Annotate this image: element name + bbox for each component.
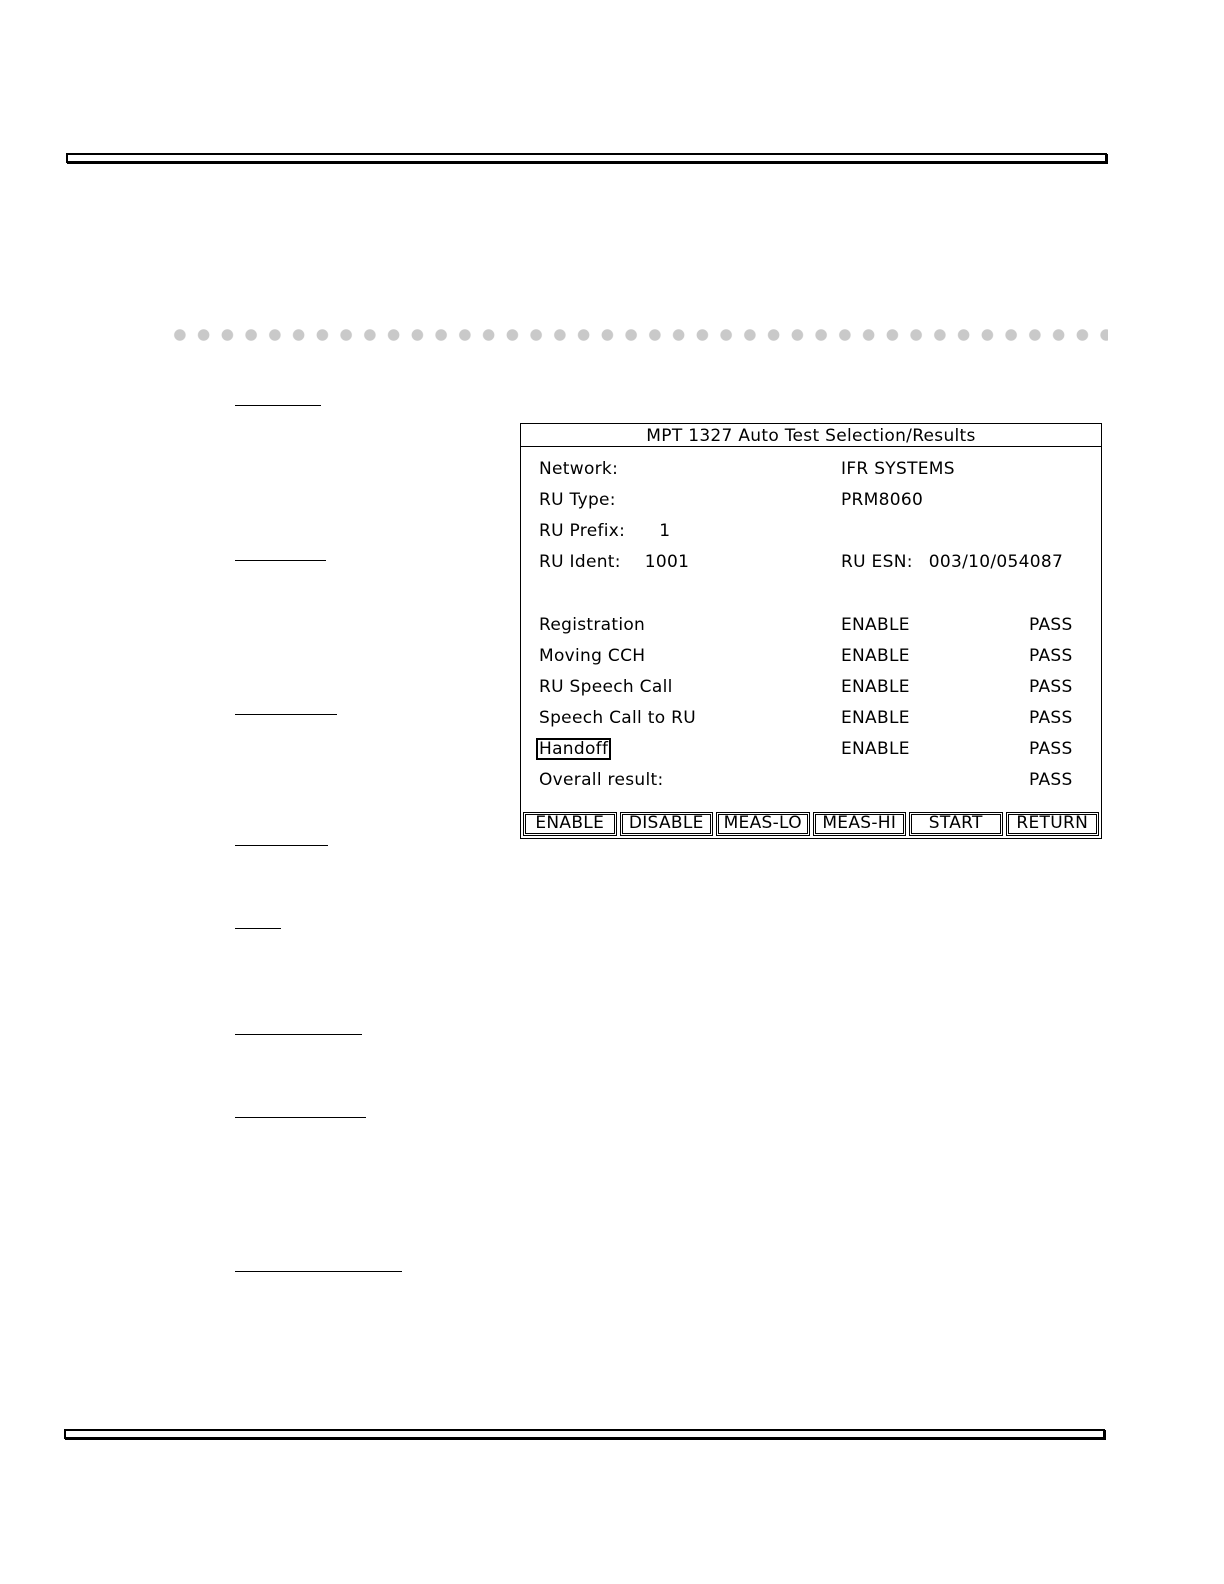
test-row-ru-speech-call[interactable] xyxy=(521,674,1101,700)
ru-ident-label: RU Ident: xyxy=(539,552,621,572)
test-result: PASS xyxy=(1029,708,1073,728)
ru-ident-row xyxy=(521,549,1101,575)
test-result: PASS xyxy=(1029,646,1073,666)
section-underline-6 xyxy=(235,1034,362,1035)
ru-esn-value: 003/10/054087 xyxy=(928,552,1064,572)
test-name: Moving CCH xyxy=(539,646,646,666)
test-name: Speech Call to RU xyxy=(539,708,696,728)
section-underline-1 xyxy=(235,405,321,406)
test-result: PASS xyxy=(1029,615,1073,635)
auto-test-screen xyxy=(520,423,1102,839)
disable-softkey[interactable]: DISABLE xyxy=(620,812,714,836)
section-underline-4 xyxy=(235,845,328,846)
overall-label: Overall result: xyxy=(539,770,664,790)
test-status: ENABLE xyxy=(841,615,910,635)
section-underline-5 xyxy=(235,928,281,929)
network-label: Network: xyxy=(539,459,619,479)
section-underline-8 xyxy=(235,1271,402,1272)
network-value: IFR SYSTEMS xyxy=(841,459,955,479)
ru-prefix-field xyxy=(539,518,670,544)
header-rule xyxy=(66,153,1107,163)
test-row-handoff[interactable] xyxy=(521,736,1101,762)
dotted-separator xyxy=(168,329,1108,341)
overall-result-row xyxy=(521,767,1101,793)
ru-esn-field xyxy=(841,549,1063,575)
ru-esn-label: RU ESN: xyxy=(841,552,913,572)
screen-title: MPT 1327 Auto Test Selection/Results xyxy=(521,424,1101,447)
return-softkey[interactable]: RETURN xyxy=(1006,812,1100,836)
network-row xyxy=(521,456,1101,482)
ru-prefix-label: RU Prefix: xyxy=(539,521,626,541)
overall-result: PASS xyxy=(1029,770,1073,790)
ru-type-row xyxy=(521,487,1101,513)
test-row-moving-cch[interactable] xyxy=(521,643,1101,669)
meas-lo-softkey[interactable]: MEAS-LO xyxy=(716,812,810,836)
section-underline-7 xyxy=(235,1117,366,1118)
test-name: Handoff xyxy=(536,738,611,760)
section-underline-3 xyxy=(235,714,337,715)
ru-ident-value: 1001 xyxy=(644,552,690,572)
ru-type-label: RU Type: xyxy=(539,490,616,510)
ru-prefix-row xyxy=(521,518,1101,544)
test-name-cursor xyxy=(539,736,611,762)
test-status: ENABLE xyxy=(841,677,910,697)
test-result: PASS xyxy=(1029,739,1073,759)
meas-hi-softkey[interactable]: MEAS-HI xyxy=(813,812,907,836)
test-name: RU Speech Call xyxy=(539,677,673,697)
section-underline-2 xyxy=(235,560,326,561)
test-status: ENABLE xyxy=(841,646,910,666)
ru-type-value: PRM8060 xyxy=(841,490,924,510)
softkey-bar xyxy=(523,812,1099,836)
test-status: ENABLE xyxy=(841,708,910,728)
enable-softkey[interactable]: ENABLE xyxy=(523,812,617,836)
ru-prefix-value: 1 xyxy=(659,521,671,541)
footer-rule xyxy=(64,1429,1105,1439)
start-softkey[interactable]: START xyxy=(909,812,1003,836)
test-name: Registration xyxy=(539,615,646,635)
test-row-registration[interactable] xyxy=(521,612,1101,638)
test-result: PASS xyxy=(1029,677,1073,697)
test-status: ENABLE xyxy=(841,739,910,759)
test-row-speech-call-to-ru[interactable] xyxy=(521,705,1101,731)
ru-ident-field xyxy=(539,549,689,575)
